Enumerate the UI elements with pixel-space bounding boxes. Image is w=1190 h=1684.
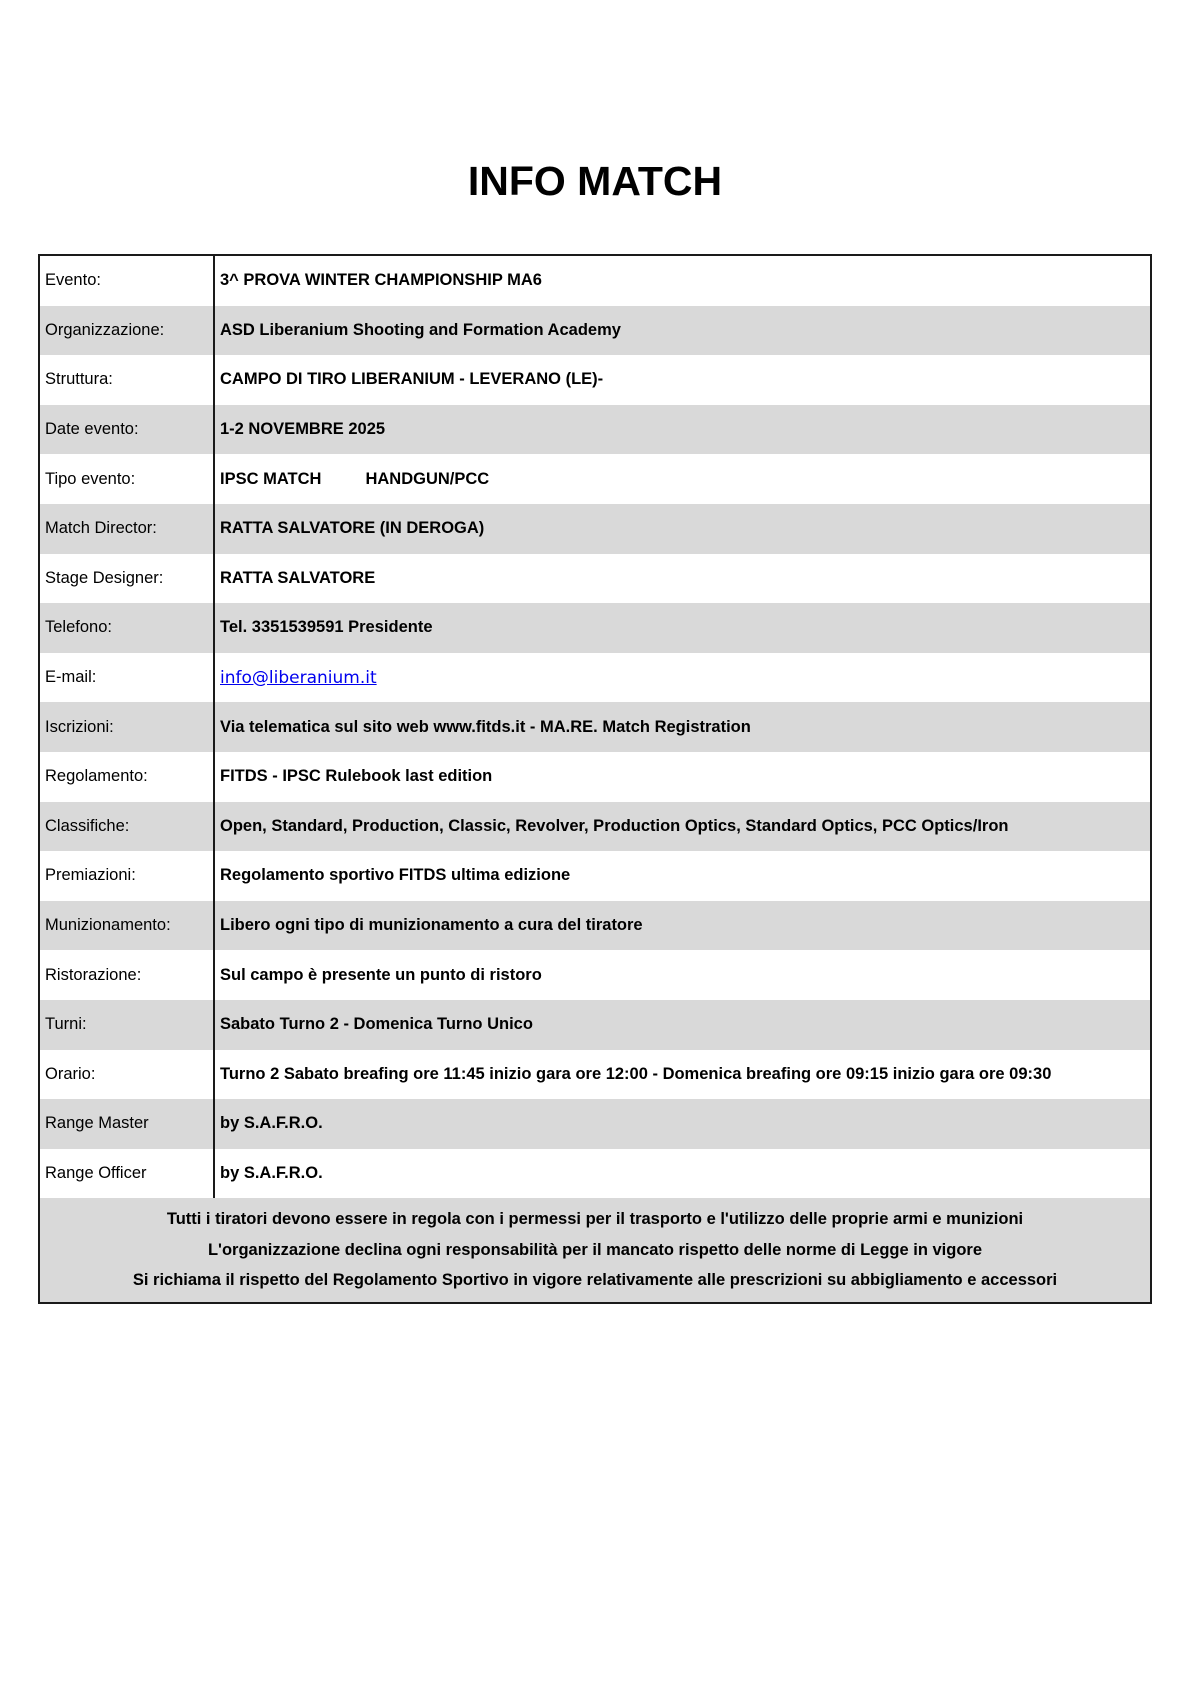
row-value: Turno 2 Sabato breafing ore 11:45 inizio gara ore 12:00 - Domenica breafing ore 09:15 inizio gara ore 09:30 [220, 1064, 1052, 1083]
row-value: Open, Standard, Production, Classic, Revolver, Production Optics, Standard Optics, PCC Optics/Iron [220, 816, 1009, 835]
row-label: Date evento: [40, 405, 215, 455]
info-match-table [38, 254, 1152, 1304]
row-range-officer [40, 1149, 1150, 1199]
row-label: Evento: [40, 256, 215, 306]
row-value [215, 653, 1150, 703]
row-orario [40, 1050, 1150, 1100]
event-discipline: HANDGUN/PCC [365, 469, 490, 488]
row-label: Orario: [40, 1050, 215, 1100]
row-value: RATTA SALVATORE [220, 568, 376, 587]
row-evento [40, 256, 1150, 306]
row-premiazioni [40, 851, 1150, 901]
email-link[interactable]: info@liberanium.it [220, 667, 377, 688]
row-label: Telefono: [40, 603, 215, 653]
row-label: E-mail: [40, 653, 215, 703]
row-value: ASD Liberanium Shooting and Formation Academy [220, 320, 621, 339]
row-iscrizioni [40, 702, 1150, 752]
row-classifiche [40, 802, 1150, 852]
row-tipo-evento [40, 454, 1150, 504]
row-label: Turni: [40, 1000, 215, 1050]
row-value: by S.A.F.R.O. [220, 1114, 323, 1133]
row-regolamento [40, 752, 1150, 802]
page-title: INFO MATCH [467, 158, 723, 204]
row-stage-designer [40, 554, 1150, 604]
row-turni [40, 1000, 1150, 1050]
note-dress-code: Si richiama il rispetto del Regolamento Sportivo in vigore relativamente alle prescrizioni su abbigliamento e accessori [132, 1271, 1058, 1290]
row-date-evento [40, 405, 1150, 455]
row-value [215, 454, 1150, 504]
row-value: by S.A.F.R.O. [220, 1163, 323, 1182]
row-label: Stage Designer: [40, 554, 215, 604]
row-label: Match Director: [40, 504, 215, 554]
row-munizionamento [40, 901, 1150, 951]
row-value: Regolamento sportivo FITDS ultima edizione [220, 866, 571, 885]
row-match-director [40, 504, 1150, 554]
event-type: IPSC MATCH [220, 469, 322, 488]
row-value: Libero ogni tipo di munizionamento a cura del tiratore [220, 916, 643, 935]
row-label: Range Officer [40, 1149, 215, 1199]
row-range-master [40, 1099, 1150, 1149]
row-email [40, 653, 1150, 703]
row-label: Regolamento: [40, 752, 215, 802]
row-value: Tel. 3351539591 Presidente [220, 618, 433, 637]
footer-notes [40, 1198, 1150, 1302]
row-label: Struttura: [40, 355, 215, 405]
note-permits: Tutti i tiratori devono essere in regola con i permessi per il trasporto e l'utilizzo delle proprie armi e munizioni [166, 1210, 1024, 1229]
row-label: Range Master [40, 1099, 215, 1149]
row-value: RATTA SALVATORE (IN DEROGA) [220, 519, 485, 538]
note-liability: L'organizzazione declina ogni responsabilità per il mancato rispetto delle norme di Legge in vigore [207, 1240, 983, 1259]
row-value: CAMPO DI TIRO LIBERANIUM - LEVERANO (LE)- [220, 370, 604, 389]
row-ristorazione [40, 950, 1150, 1000]
row-label: Tipo evento: [40, 454, 215, 504]
row-value: FITDS - IPSC Rulebook last edition [220, 767, 493, 786]
row-label: Organizzazione: [40, 306, 215, 356]
row-label: Iscrizioni: [40, 702, 215, 752]
row-label: Classifiche: [40, 802, 215, 852]
row-value: Via telematica sul sito web www.fitds.it - MA.RE. Match Registration [220, 717, 751, 736]
row-label: Munizionamento: [40, 901, 215, 951]
row-organizzazione [40, 306, 1150, 356]
row-value: Sabato Turno 2 - Domenica Turno Unico [220, 1015, 533, 1034]
row-telefono [40, 603, 1150, 653]
row-value: Sul campo è presente un punto di ristoro [220, 965, 542, 984]
row-struttura [40, 355, 1150, 405]
row-label: Ristorazione: [40, 950, 215, 1000]
row-value: 1-2 NOVEMBRE 2025 [220, 420, 386, 439]
row-value: 3^ PROVA WINTER CHAMPIONSHIP MA6 [220, 271, 542, 290]
row-label: Premiazioni: [40, 851, 215, 901]
